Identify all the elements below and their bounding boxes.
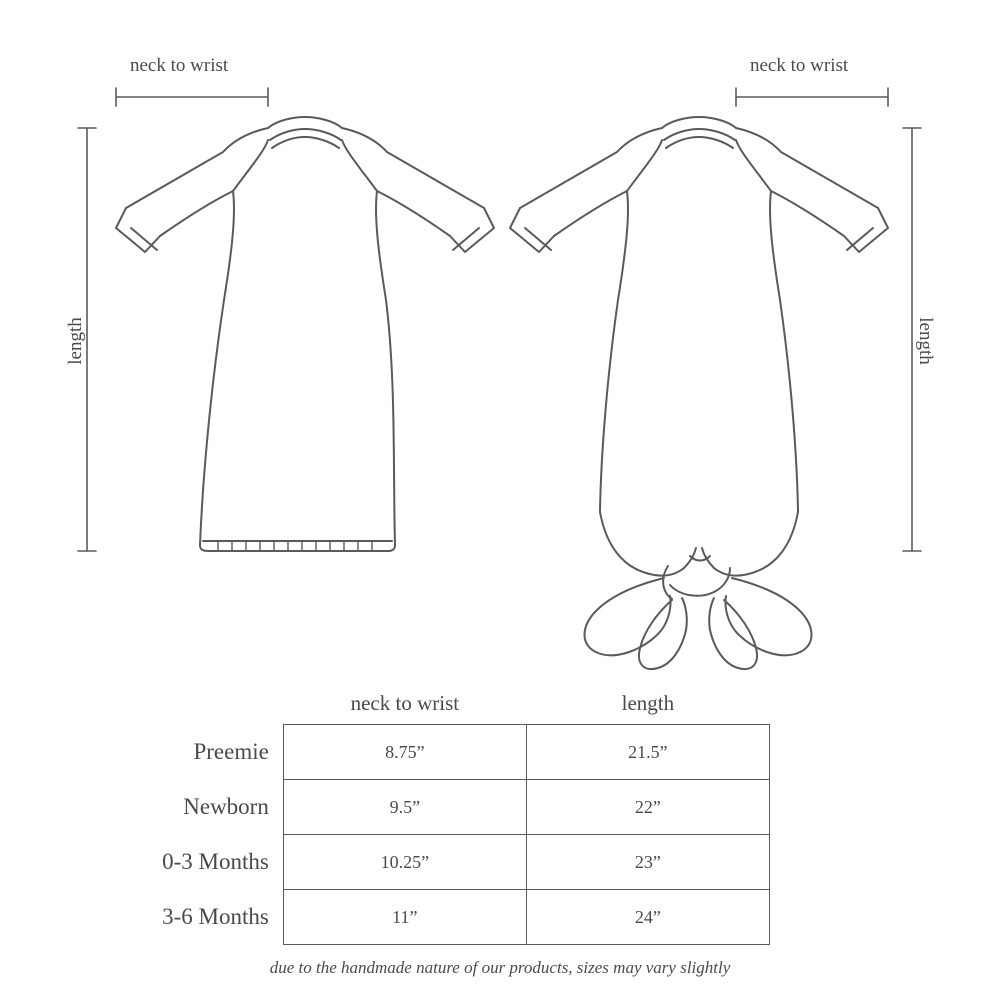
cell-0-3-months-neck-to-wrist: 10.25” [283, 835, 526, 890]
row-label-0-3-months: 0-3 Months [162, 849, 269, 874]
row-label-3-6-months: 3-6 Months [162, 904, 269, 929]
column-header-length: length [621, 691, 675, 715]
table-header-row [120, 690, 770, 725]
table-row [120, 780, 770, 835]
cell-newborn-length: 22” [526, 780, 769, 835]
row-label-preemie: Preemie [193, 739, 269, 764]
cell-0-3-months-length: 23” [526, 835, 769, 890]
knotted-gown-illustration [510, 117, 888, 669]
table-corner-cell [120, 690, 283, 725]
cell-3-6-months-neck-to-wrist: 11” [283, 890, 526, 945]
row-label-newborn: Newborn [183, 794, 269, 819]
size-table [120, 690, 770, 945]
table-row [120, 835, 770, 890]
table-row [120, 890, 770, 945]
back-length-label: length [915, 317, 936, 365]
column-header-neck-to-wrist: neck to wrist [350, 691, 460, 715]
cell-preemie-neck-to-wrist: 8.75” [283, 725, 526, 780]
front-neck-to-wrist-label: neck to wrist [130, 55, 229, 76]
front-length-label: length [65, 317, 86, 365]
back-neck-to-wrist-label: neck to wrist [750, 55, 849, 76]
table-row [120, 725, 770, 780]
front-gown-illustration [116, 117, 494, 551]
footnote-text: due to the handmade nature of our products, sizes may vary slightly [269, 958, 731, 977]
cell-3-6-months-length: 24” [526, 890, 769, 945]
cell-preemie-length: 21.5” [526, 725, 769, 780]
cell-newborn-neck-to-wrist: 9.5” [283, 780, 526, 835]
